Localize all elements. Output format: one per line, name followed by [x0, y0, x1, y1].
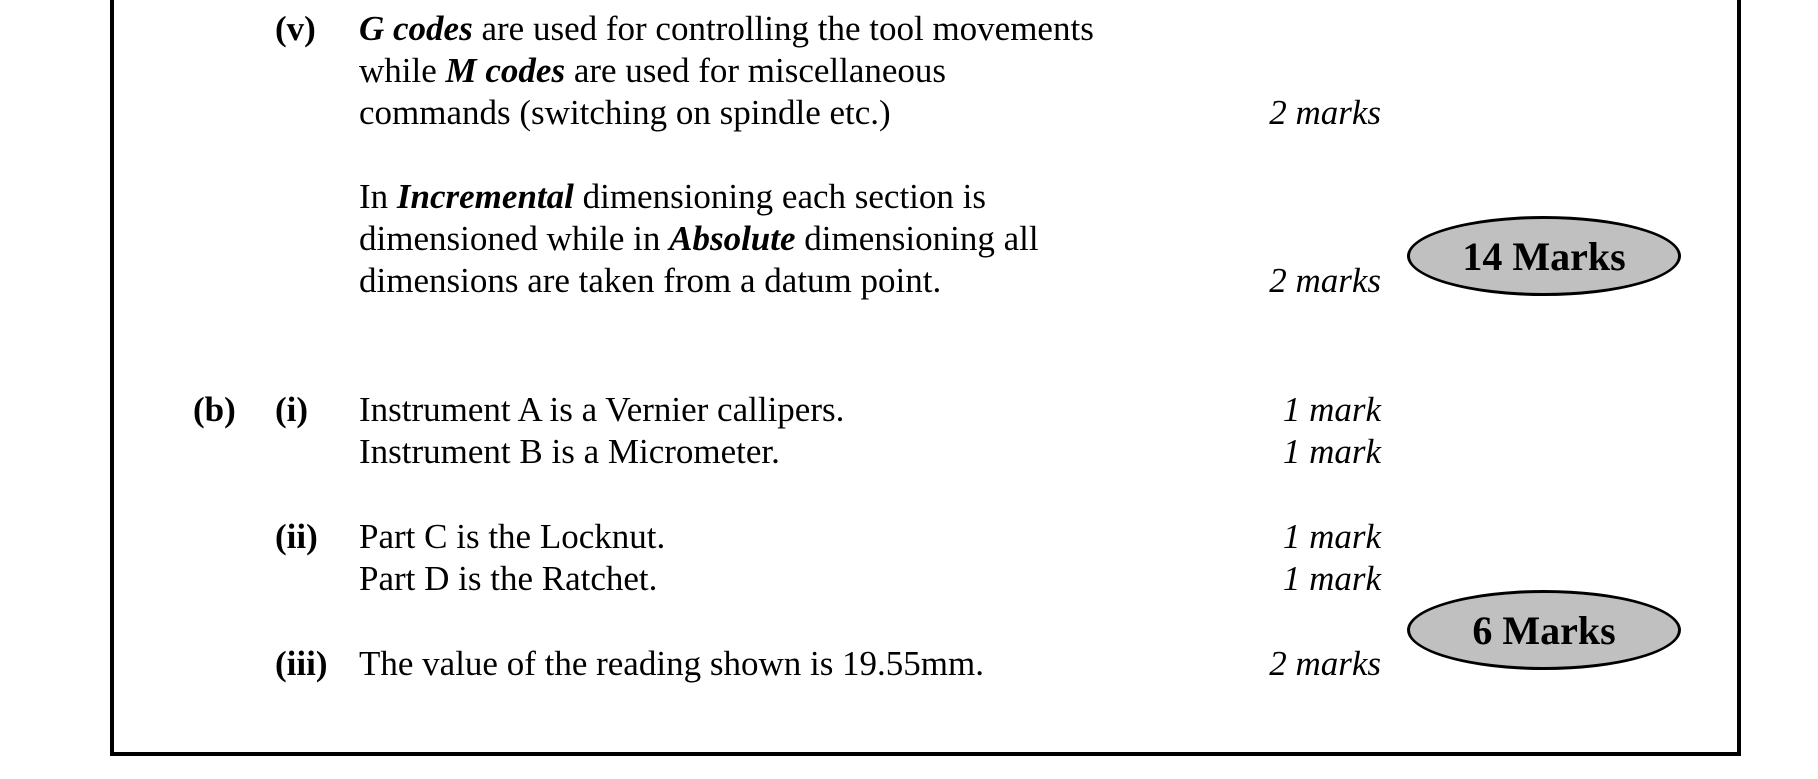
answer-v-p1-line2 — [359, 50, 946, 92]
marks-i-line2: 1 mark — [1282, 432, 1381, 471]
term-incremental: Incremental — [396, 177, 574, 216]
text-segment: dimensioned while in — [359, 219, 670, 258]
answer-iii-line1: The value of the reading shown is 19.55mm. — [359, 644, 985, 683]
answer-v-p2-line2 — [359, 218, 1039, 260]
text-segment: dimensioning all — [795, 219, 1039, 258]
answer-i-line1: Instrument A is a Vernier callipers. — [359, 390, 845, 429]
text-segment: dimensioning each section is — [573, 177, 986, 216]
term-absolute: Absolute — [669, 219, 796, 258]
total-marks-badge-a: 14 Marks — [1407, 216, 1681, 296]
term-g-codes: G codes — [359, 9, 473, 48]
marks-ii-line1: 1 mark — [1282, 517, 1381, 556]
answer-i-line2: Instrument B is a Micrometer. — [359, 432, 780, 471]
marks-ii-line2: 1 mark — [1282, 559, 1381, 598]
answer-v-p2-line1 — [359, 176, 986, 218]
marks-i-line1: 1 mark — [1282, 390, 1381, 429]
answer-ii-line2: Part D is the Ratchet. — [359, 559, 658, 598]
answer-v-p2-line3: dimensions are taken from a datum point. — [359, 261, 942, 300]
answer-ii-line1: Part C is the Locknut. — [359, 517, 666, 556]
marks-iii-line1: 2 marks — [1269, 644, 1381, 683]
item-label-iii: (iii) — [275, 644, 328, 683]
text-segment: while — [359, 51, 446, 90]
marks-v-p2: 2 marks — [1269, 261, 1381, 300]
answer-v-p1-line1 — [359, 8, 1094, 50]
marks-v-p1: 2 marks — [1269, 93, 1381, 132]
part-label-b: (b) — [193, 390, 236, 429]
term-m-codes: M codes — [445, 51, 566, 90]
total-marks-badge-b: 6 Marks — [1407, 590, 1681, 670]
text-segment: are used for miscellaneous — [565, 51, 947, 90]
answer-v-p1-line3: commands (switching on spindle etc.) — [359, 93, 891, 132]
text-segment: are used for controlling the tool movements — [472, 9, 1094, 48]
item-label-v: (v) — [275, 9, 316, 48]
item-label-i: (i) — [275, 390, 309, 429]
text-segment: In — [359, 177, 397, 216]
item-label-ii: (ii) — [275, 517, 318, 556]
